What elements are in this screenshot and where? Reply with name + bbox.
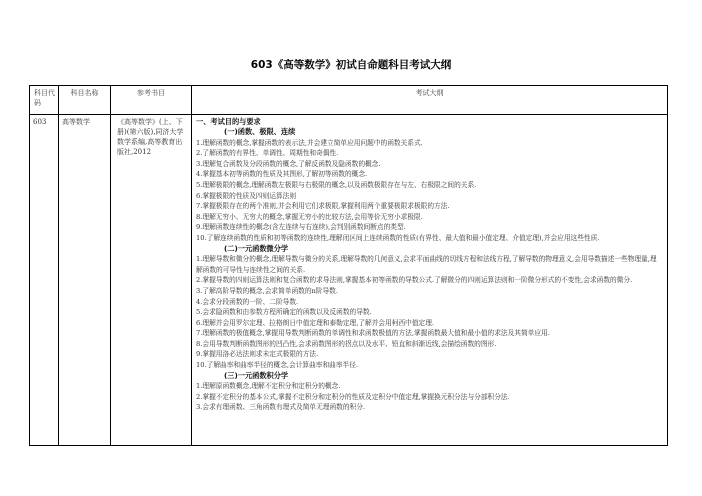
subsection-title: (三)一元函数积分学 xyxy=(224,370,289,380)
syllabus-item: 10.了解曲率和曲率半径的概念,会计算曲率和曲率半径. xyxy=(196,361,359,370)
syllabus-item: 2.了解函数的有界性、单调性、周期性和奇偶性. xyxy=(196,149,339,158)
syllabus-item: 9.理解函数连续性的概念(含左连续与右连续),会判别函数间断点的类型. xyxy=(196,223,406,232)
subject-name: 高等数学 xyxy=(59,115,111,446)
syllabus-item: 6.理解并会用罗尔定理、拉格朗日中值定理和泰勒定理,了解并会用柯西中值定理. xyxy=(196,318,435,327)
syllabus-item: 8.会用导数判断函数图形的凹凸性,会求函数图形的拐点以及水平、铅直和斜渐近线,会描绘函数的图形. xyxy=(196,339,497,348)
syllabus-item: 10.了解连续函数的性质和初等函数的连续性,理解闭区间上连续函数的性质(有界性、最大值和最小值定理、介值定理),并会应用这些性质. xyxy=(196,233,600,242)
syllabus-item: 6.掌握极限的性质及四则运算法则 xyxy=(196,191,297,200)
syllabus-item: 3.会求有理函数、三角函数有理式及简单无理函数的积分. xyxy=(196,403,366,412)
syllabus-item: 1.理解导数和微分的概念,理解导数与微分的关系,理解导数的几何意义,会求平面曲线的切线方程和法线方程,了解导数的物理意义,会用导数描述一些物理量,理解函数的可导性与连续性之间的关系. xyxy=(196,255,657,274)
subsection-items xyxy=(196,138,661,244)
header-subject-code: 科目代码 xyxy=(30,86,59,115)
syllabus-item: 8.理解无穷小、无穷大的概念,掌握无穷小的比较方法,会用等价无穷小求极限. xyxy=(196,212,423,221)
syllabus-content xyxy=(192,115,668,446)
syllabus-item: 1.理解原函数概念,理解不定积分和定积分的概念. xyxy=(196,382,341,391)
syllabus-item: 3.理解复合函数及分段函数的概念,了解反函数及隐函数的概念. xyxy=(196,159,381,168)
header-reference-books: 参考书目 xyxy=(111,86,192,115)
table-header-row xyxy=(30,86,668,115)
table-row xyxy=(30,115,668,446)
syllabus-item: 7.掌握极限存在的两个准则,并会利用它们求极限,掌握利用两个重要极限求极限的方法. xyxy=(196,202,450,211)
subsection-items xyxy=(196,254,661,371)
syllabus-item: 3.了解高阶导数的概念,会求简单函数的n阶导数. xyxy=(196,286,338,295)
syllabus-item: 7.理解函数的极值概念,掌握用导数判断函数的单调性和求函数极值的方法,掌握函数最大值和最小值的求法及其简单应用. xyxy=(196,329,550,338)
section-title: 一、考试目的与要求 xyxy=(196,117,261,126)
syllabus-item: 2.掌握不定积分的基本公式,掌握不定积分和定积分的性质及定积分中值定理,掌握换元积分法与分部积分法. xyxy=(196,392,510,401)
syllabus-item: 5.会求隐函数和由参数方程所确定的函数以及反函数的导数. xyxy=(196,308,372,317)
header-exam-syllabus: 考试大纲 xyxy=(192,86,668,115)
subsection-title: (二)一元函数微分学 xyxy=(224,243,289,253)
syllabus-item: 9.掌握用洛必达法则求未定式极限的方法. xyxy=(196,350,319,359)
syllabus-item: 4.掌握基本初等函数的性质及其图形,了解初等函数的概念. xyxy=(196,170,368,179)
document-title: 603《高等数学》初试自命题科目考试大纲 xyxy=(250,59,452,71)
header-subject-name: 科目名称 xyxy=(59,86,111,115)
subsection-title: (一)函数、极限、连续 xyxy=(224,127,296,136)
syllabus-item: 2.掌握导数的四则运算法则和复合函数的求导法则,掌握基本初等函数的导数公式.了解微分的四则运算法则和一阶微分形式的不变性,会求函数的微分. xyxy=(196,276,633,285)
subject-code: 603 xyxy=(30,115,59,446)
syllabus-item: 5.理解极限的概念,理解函数左极限与右极限的概念,以及函数极限存在与左、右极限之间的关系. xyxy=(196,180,477,189)
syllabus-table xyxy=(29,85,668,446)
syllabus-item: 4.会求分段函数的一阶、二阶导数. xyxy=(196,297,299,306)
subsection-items xyxy=(196,381,661,413)
syllabus-item: 1.理解函数的概念,掌握函数的表示法,并会建立简单应用问题中的函数关系式. xyxy=(196,138,423,147)
reference-book: 《高等数学》(上、下册)(第六版),同济大学数学系编,高等教育出版社,2012 xyxy=(111,115,192,446)
